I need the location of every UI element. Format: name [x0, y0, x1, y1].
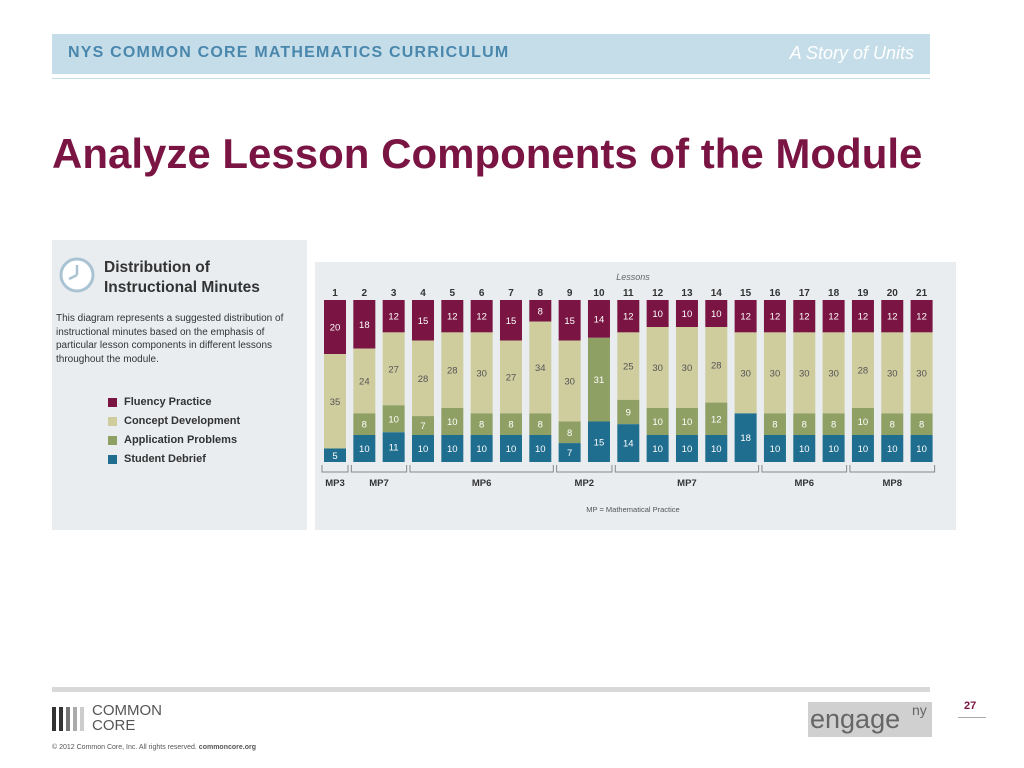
legend-swatch-debrief: [108, 455, 117, 464]
lesson-number: 4: [420, 288, 426, 299]
bar-value-label: 10: [652, 309, 663, 320]
bar-value-label: 25: [623, 361, 634, 373]
group-label: MP6: [794, 478, 815, 489]
lesson-number: 14: [710, 288, 722, 299]
bar-value-label: 12: [711, 414, 722, 426]
bar-value-label: 5: [332, 450, 338, 462]
header-band: [52, 34, 930, 74]
bar-value-label: 30: [886, 368, 898, 380]
bar-value-label: 10: [417, 444, 429, 455]
common-core-logo-icon: [52, 705, 86, 733]
bar-value-label: 30: [564, 376, 575, 388]
lesson-number: 17: [798, 288, 810, 299]
panel-heading-line1: Distribution of: [104, 259, 210, 276]
legend-swatch-concept: [108, 417, 117, 426]
chart-panel: [315, 262, 956, 530]
bar-value-label: 8: [361, 419, 367, 431]
bar-value-label: 10: [916, 444, 927, 455]
group-bracket: [410, 465, 553, 472]
bar-value-label: 30: [740, 368, 751, 380]
curriculum-title: NYS COMMON CORE MATHEMATICS CURRICULUM: [68, 44, 510, 61]
bar-value-label: 28: [711, 360, 722, 372]
bar-value-label: 30: [916, 368, 927, 380]
lesson-number: 1: [332, 288, 338, 299]
brand-line1: COMMON: [92, 702, 162, 719]
common-core-brand: [92, 703, 162, 733]
group-label: MP8: [882, 478, 903, 489]
clock-icon: [59, 257, 95, 293]
engage-text: engage: [810, 704, 901, 734]
lesson-number: 19: [857, 288, 869, 299]
page-number-rule: [958, 717, 986, 718]
bar-value-label: 10: [711, 444, 722, 455]
copyright: [52, 744, 256, 751]
bar-value-label: 31: [593, 375, 605, 387]
bar-value-label: 30: [769, 368, 781, 380]
bar-value-label: 10: [681, 444, 693, 455]
bar-value-label: 8: [830, 419, 837, 431]
group-label: MP6: [471, 478, 492, 489]
bar-value-label: 10: [535, 444, 546, 455]
lesson-number: 8: [537, 288, 544, 299]
bar-value-label: 10: [476, 444, 487, 455]
bar-value-label: 12: [740, 311, 751, 323]
bar-value-label: 12: [857, 311, 869, 323]
bar-value-label: 8: [537, 306, 543, 318]
panel-heading-line2: Instructional Minutes: [104, 279, 260, 296]
lesson-number: 16: [769, 288, 781, 299]
lesson-number: 12: [652, 288, 664, 299]
page-number: 27: [964, 700, 977, 712]
copyright-text: © 2012 Common Core, Inc. All rights reserved.: [52, 744, 197, 751]
bar-value-label: 28: [417, 373, 429, 385]
bar-value-label: 10: [857, 444, 869, 455]
group-bracket: [850, 465, 935, 472]
legend-label-fluency: Fluency Practice: [124, 396, 212, 408]
bar-value-label: 28: [857, 365, 869, 377]
bar-value-label: 30: [652, 363, 663, 374]
bar-value-label: 27: [388, 364, 399, 376]
bar-value-label: 20: [329, 322, 341, 334]
bar-value-label: 15: [593, 437, 605, 449]
bar-value-label: 35: [329, 396, 341, 408]
bar-value-label: 8: [918, 419, 925, 431]
bar-value-label: 30: [681, 363, 693, 374]
footer-divider: [52, 687, 930, 692]
engage-sup: ny: [912, 702, 927, 718]
bar-value-label: 15: [564, 315, 575, 327]
bar-value-label: 10: [798, 444, 810, 455]
lesson-number: 3: [390, 288, 397, 299]
group-bracket: [762, 465, 847, 472]
bar-value-label: 12: [476, 311, 487, 323]
group-label: MP7: [677, 478, 697, 489]
bar-value-label: 12: [388, 311, 399, 323]
legend-panel: [52, 240, 307, 530]
stacked-bar-chart: [315, 262, 956, 530]
bar-value-label: 28: [447, 365, 458, 377]
bar-value-label: 10: [505, 444, 517, 455]
bar-value-label: 11: [388, 442, 399, 454]
legend-swatch-application: [108, 436, 117, 445]
bar-value-label: 34: [535, 363, 546, 374]
bar-value-label: 8: [537, 419, 543, 431]
bar-value-label: 12: [623, 311, 634, 323]
chart-title: Lessons: [616, 272, 650, 282]
header-divider: [52, 78, 930, 79]
bar-value-label: 10: [711, 309, 722, 320]
engage-ny-logo: [808, 702, 932, 737]
lesson-number: 5: [449, 288, 456, 299]
bar-value-label: 15: [505, 315, 517, 327]
lesson-number: 18: [828, 288, 840, 299]
story-of-units: A Story of Units: [789, 43, 914, 63]
bar-value-label: 15: [417, 315, 429, 327]
group-label: MP2: [574, 478, 595, 489]
bar-value-label: 8: [801, 419, 807, 431]
group-label: MP3: [325, 478, 345, 489]
bar-value-label: 8: [772, 419, 778, 431]
group-bracket: [557, 465, 612, 472]
group-bracket: [351, 465, 406, 472]
group-bracket: [322, 465, 348, 472]
bar-value-label: 18: [740, 433, 751, 445]
bar-value-label: 24: [359, 376, 370, 388]
copyright-link[interactable]: commoncore.org: [198, 744, 256, 751]
bar-value-label: 30: [828, 368, 839, 380]
bar-value-label: 12: [769, 311, 781, 323]
bar-value-label: 18: [359, 319, 370, 331]
bar-value-label: 12: [916, 311, 927, 323]
chart-footnote: MP = Mathematical Practice: [586, 505, 680, 514]
bar-value-label: 10: [769, 444, 781, 455]
bar-value-label: 10: [447, 444, 458, 455]
lesson-number: 13: [681, 288, 693, 299]
bar-value-label: 10: [447, 417, 458, 428]
bar-value-label: 8: [479, 419, 485, 431]
panel-heading: [104, 258, 304, 298]
bar-value-label: 7: [420, 421, 426, 433]
legend-label-concept: Concept Development: [124, 415, 241, 427]
bar-value-label: 30: [476, 368, 487, 380]
panel-description: This diagram represents a suggested distribution of instructional minutes based on the emphasis of particular lesson components in different lessons throughout the module.: [56, 313, 284, 365]
lesson-number: 11: [623, 288, 634, 299]
bar-value-label: 14: [593, 314, 605, 326]
bar-value-label: 10: [828, 444, 839, 455]
bar-value-label: 10: [359, 444, 370, 455]
bar-value-label: 10: [388, 414, 399, 426]
bar-value-label: 10: [681, 309, 693, 320]
lesson-number: 7: [508, 288, 514, 299]
bar-value-label: 12: [828, 311, 839, 323]
bar-value-label: 8: [889, 419, 895, 431]
bar-value-label: 10: [652, 444, 663, 455]
bar-value-label: 8: [508, 419, 514, 431]
group-bracket: [615, 465, 758, 472]
bar-value-label: 7: [566, 448, 573, 460]
bar-value-label: 10: [681, 417, 693, 428]
lesson-number: 20: [886, 288, 898, 299]
lesson-number: 6: [478, 288, 485, 299]
bar-value-label: 12: [886, 311, 898, 323]
bar-value-label: 30: [798, 368, 810, 380]
bar-value-label: 12: [798, 311, 810, 323]
bar-value-label: 10: [857, 417, 869, 428]
lesson-number: 9: [566, 288, 573, 299]
legend-label-debrief: Student Debrief: [124, 453, 206, 465]
group-label: MP7: [369, 478, 389, 489]
bar-value-label: 27: [505, 372, 517, 384]
bar-value-label: 10: [652, 417, 663, 428]
lesson-number: 21: [916, 288, 928, 299]
bar-value-label: 8: [566, 427, 573, 439]
bar-value-label: 10: [886, 444, 898, 455]
bar-value-label: 14: [623, 438, 634, 450]
brand-line2: CORE: [92, 717, 136, 734]
slide-title: Analyze Lesson Components of the Module: [52, 130, 923, 177]
legend-swatch-fluency: [108, 398, 117, 407]
lesson-number: 2: [361, 288, 368, 299]
bar-value-label: 12: [447, 311, 458, 323]
lesson-number: 10: [593, 288, 605, 299]
legend-label-application: Application Problems: [124, 434, 238, 446]
lesson-number: 15: [740, 288, 752, 299]
bar-value-label: 9: [625, 407, 631, 419]
